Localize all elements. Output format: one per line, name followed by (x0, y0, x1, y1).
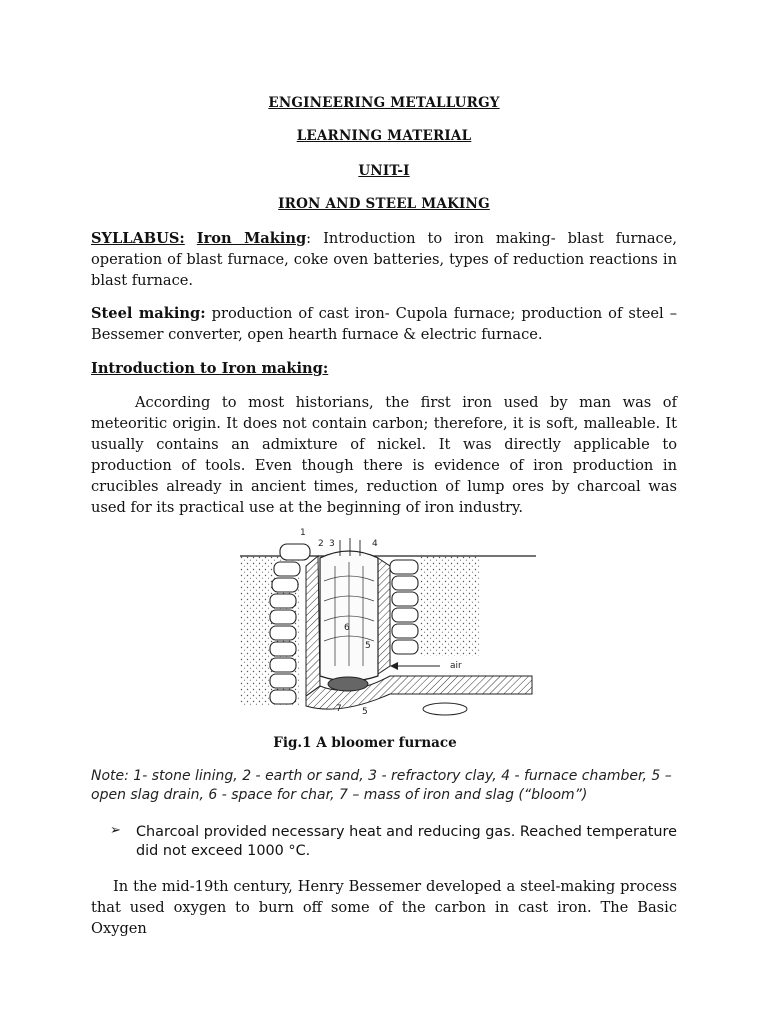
closing-paragraph: In the mid-19th century, Henry Bessemer developed a steel-making process that used oxygen to burn off some of the carbon in cast iron. The Basic Oxygen (91, 878, 677, 937)
bullet-text: Charcoal provided necessary heat and reducing gas. Reached temperature did not exceed 1000 °C. (136, 824, 677, 859)
intro-heading-text: Introduction to Iron making: (91, 360, 329, 377)
label-6: 6 (344, 623, 350, 633)
syllabus-paragraph (91, 228, 677, 291)
figure-note: Note: 1- stone lining, 2 - earth or sand, 3 - refractory clay, 4 - furnace chamber, 5 – open slag drain, 6 - space for char, 7 – mass of iron and slag (“bloom”) (91, 768, 672, 803)
label-3: 3 (329, 539, 335, 549)
label-5-upper: 5 (365, 641, 371, 651)
iron-making-label: Iron Making (196, 230, 307, 247)
arrow-bullet-icon: ➢ (110, 823, 121, 838)
earth-right (420, 556, 480, 656)
iron-making-text: : Introduction to iron making- blast furnace, operation of blast furnace, coke oven batteries, types of reduction reactions in blast furnace. (91, 230, 678, 289)
bloomer-furnace-figure (240, 526, 536, 716)
steel-making-label: Steel making: (91, 305, 206, 322)
label-1: 1 (300, 528, 306, 538)
steel-making-paragraph (91, 303, 677, 345)
figure-caption: Fig.1 A bloomer furnace (273, 735, 457, 751)
label-7: 7 (336, 704, 342, 714)
intro-heading (91, 358, 677, 379)
label-4: 4 (372, 539, 378, 549)
intro-paragraph: According to most historians, the first iron used by man was of meteoritic origin. It does not contain carbon; therefore, it is soft, malleable. It usually contains an admixture of nickel. It was directly applicable to production of tools. Even though there is evidence of iron production in crucibles already in ancient times, reduction of lump ores by charcoal was used for its practical use at the beginning of iron industry. (91, 394, 677, 516)
material-title: LEARNING MATERIAL (296, 128, 472, 144)
course-title: ENGINEERING METALLURGY (268, 95, 500, 111)
label-5-lower: 5 (362, 707, 368, 716)
bloom-mass (328, 677, 368, 691)
label-air: air (450, 661, 462, 671)
topic-title: IRON AND STEEL MAKING (278, 196, 490, 212)
syllabus-label: SYLLABUS: (91, 230, 185, 247)
unit-title: UNIT-I (358, 163, 410, 179)
steel-making-text: production of cast iron- Cupola furnace; production of steel – Bessemer converter, open hearth furnace & electric furnace. (91, 305, 677, 343)
label-2: 2 (318, 539, 324, 549)
